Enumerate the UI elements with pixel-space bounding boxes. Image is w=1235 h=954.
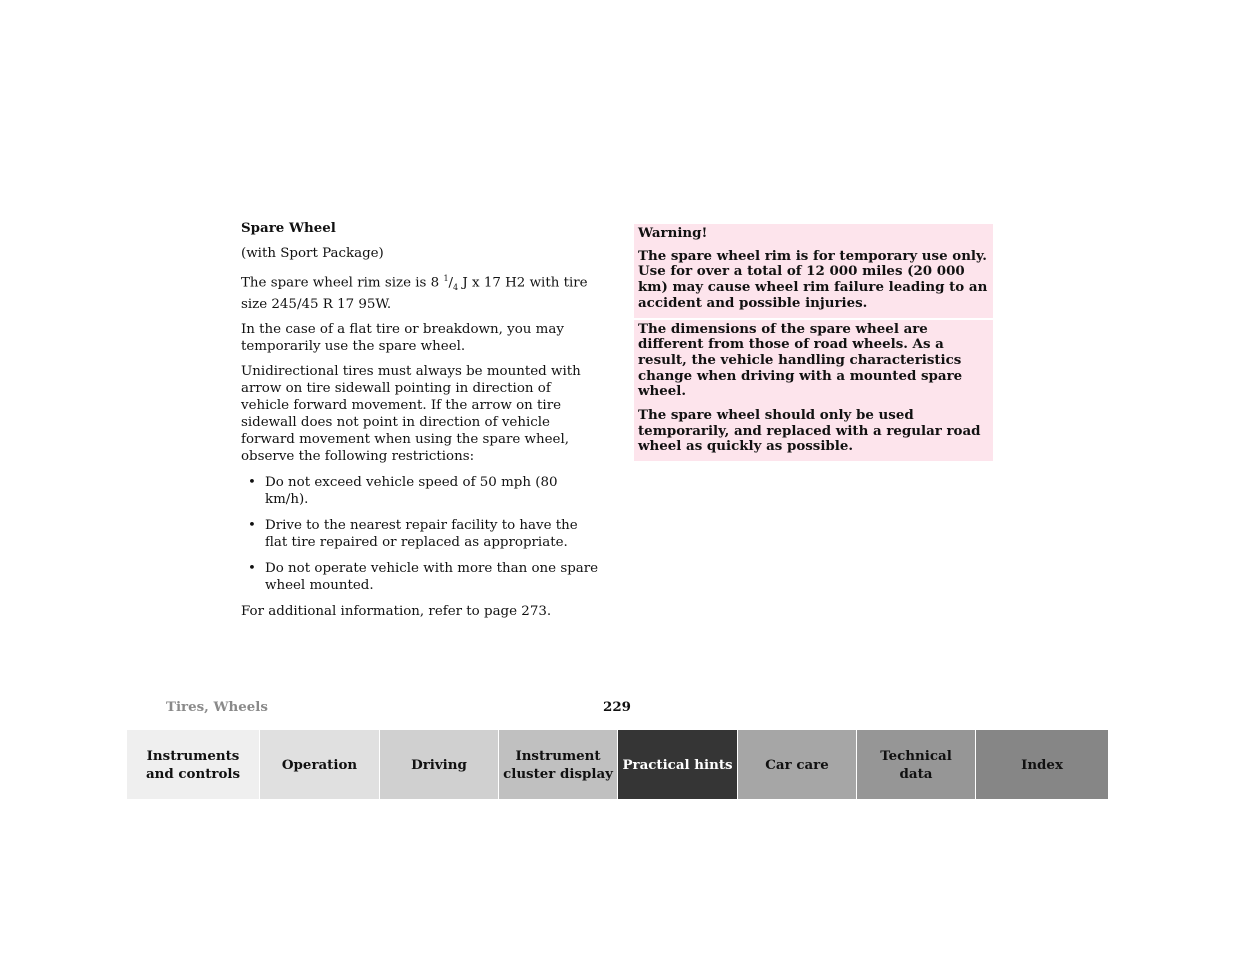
warning-panel-top [634, 224, 993, 318]
nav-tab-car-care[interactable]: Car care [737, 730, 856, 799]
rim-size-intro: The spare wheel rim size is 8 [241, 275, 444, 291]
nav-tab-practical-hints[interactable]: Practical hints [617, 730, 737, 799]
nav-tab-instruments-and-controls[interactable]: Instruments and controls [127, 730, 259, 799]
section-heading: Spare Wheel [241, 220, 336, 236]
main-text-column [241, 220, 603, 628]
rim-size-outro: J x 17 H2 with tire size 245/45 R 17 95W. [241, 275, 588, 313]
footer-section-title: Tires, Wheels [166, 699, 268, 715]
nav-tab-technical-data[interactable]: Technical data [856, 730, 975, 799]
fraction-slash: / [448, 275, 454, 291]
list-item: • Drive to the nearest repair facility to have the flat tire repaired or replaced as appropriate. [241, 517, 603, 551]
warning-paragraph: The spare wheel should only be used temporarily, and replaced with a regular road wheel as quickly as possible. [638, 407, 981, 455]
warning-title: Warning! [638, 225, 708, 241]
list-item: • Do not operate vehicle with more than one spare wheel mounted. [241, 560, 603, 594]
unidirectional-paragraph: Unidirectional tires must always be mounted with arrow on tire sidewall pointing in direction of vehicle forward movement. If the arrow on tire sidewall does not point in direction of vehicle forward movement when using the spare wheel, observe the following restrictions: [241, 364, 581, 465]
fraction-denominator: 4 [453, 283, 459, 293]
warning-panel-bottom [634, 320, 993, 462]
list-item: • Do not exceed vehicle speed of 50 mph (80 km/h). [241, 474, 603, 508]
rim-size-paragraph [241, 270, 603, 313]
additional-info-paragraph: For additional information, refer to page 273. [241, 604, 552, 620]
fraction-numerator: 1 [443, 274, 449, 283]
flat-tire-paragraph: In the case of a flat tire or breakdown, you may temporarily use the spare wheel. [241, 322, 564, 355]
nav-tab-operation[interactable]: Operation [259, 730, 379, 799]
nav-tab-instrument-cluster-display[interactable]: Instrument cluster display [498, 730, 617, 799]
section-subheading: (with Sport Package) [241, 246, 384, 261]
warning-paragraph: The spare wheel rim is for temporary use only. Use for over a total of 12 000 miles (20 000 km) may cause wheel rim failure leading to an accident and possible injuries. [638, 247, 988, 311]
page-number: 229 [603, 699, 631, 715]
nav-tab-index[interactable]: Index [975, 730, 1108, 799]
chapter-nav-bar [127, 730, 1108, 799]
nav-tab-driving[interactable]: Driving [379, 730, 498, 799]
restrictions-list [241, 474, 603, 594]
warning-box [634, 224, 993, 461]
warning-paragraph: The dimensions of the spare wheel are different from those of road wheels. As a result, the vehicle handling characteristics change when driving with a mounted spare wheel. [638, 320, 963, 400]
